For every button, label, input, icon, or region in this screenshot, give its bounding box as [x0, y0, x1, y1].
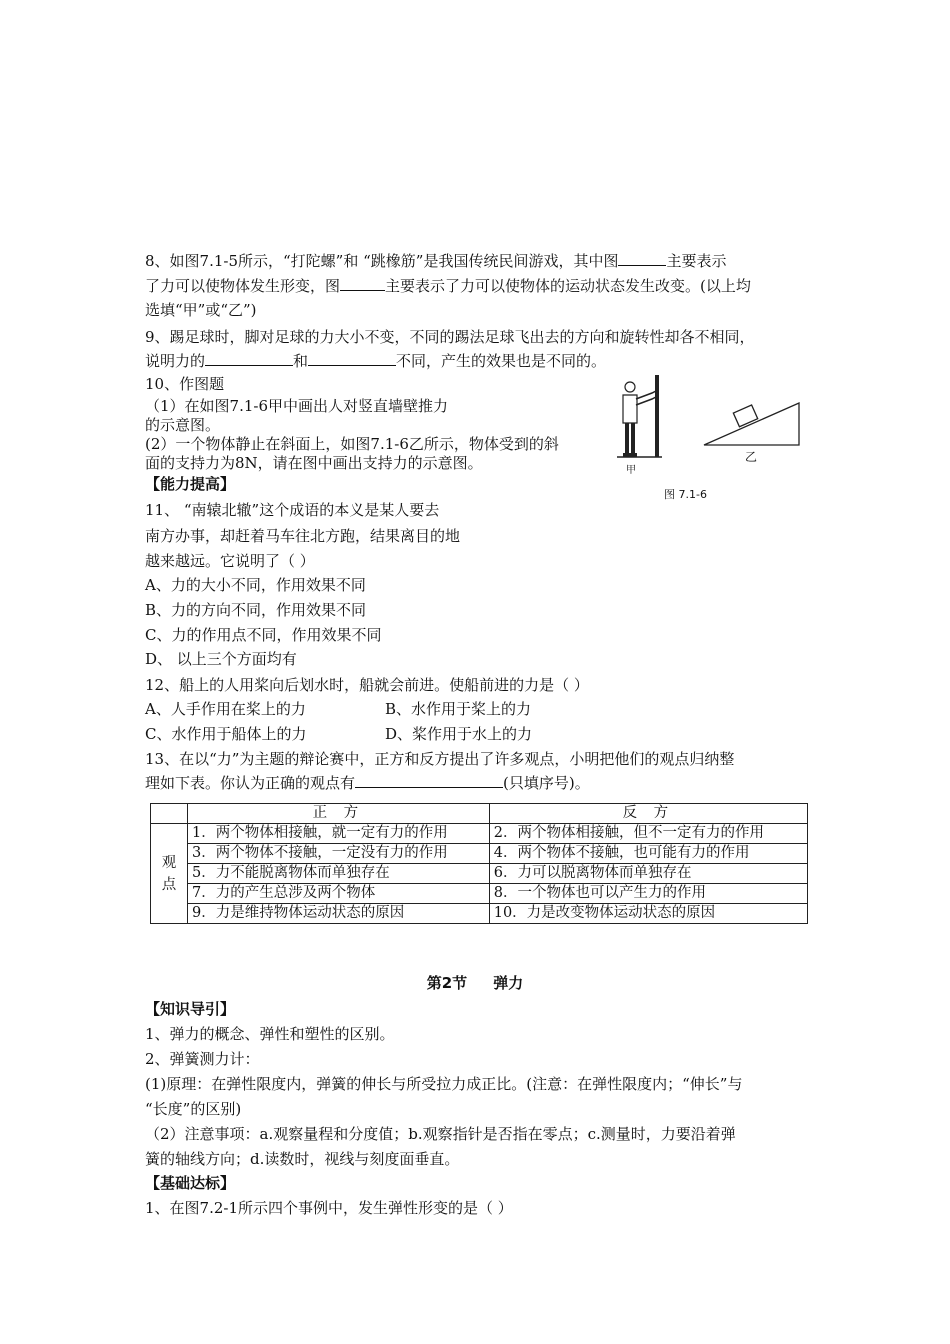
- table-header-pro: 正 方: [188, 804, 490, 824]
- q8-text-1b: 主要表示: [666, 252, 727, 270]
- section-title: 第2节 弹力: [426, 974, 524, 992]
- q12-option-b: B、水作用于桨上的力: [385, 700, 532, 718]
- table-row: [151, 844, 808, 864]
- q12-option-c: C、水作用于船体上的力: [145, 725, 307, 743]
- q12-stem: 12、船上的人用桨向后划水时，船就会前进。使船前进的力是（ ）: [145, 676, 589, 694]
- q8-text-2b: 主要表示了力可以使物体的运动状态发生改变。(以上均: [385, 277, 751, 295]
- q13-line1: 13、在以“力”为主题的辩论赛中，正方和反方提出了许多观点，小明把他们的观点归纳整: [145, 750, 735, 768]
- q9-line2: [145, 351, 606, 371]
- guide-item-3: (1)原理：在弹性限度内，弹簧的伸长与所受拉力成正比。(注意：在弹性限度内；“伸长”与: [145, 1075, 743, 1093]
- q8-line3: 选填“甲”或“乙”): [145, 301, 257, 319]
- table-row: [151, 884, 808, 904]
- figure-label-a: 甲: [626, 465, 636, 476]
- table-cell-pro: 9．力是维持物体运动状态的原因: [188, 904, 490, 924]
- q8-line2: [145, 276, 751, 296]
- table-side-label: [151, 824, 188, 924]
- q11-option-a: A、力的大小不同，作用效果不同: [145, 576, 366, 594]
- table-header-row: [151, 804, 808, 824]
- table-cell-con: 8．一个物体也可以产生力的作用: [489, 884, 807, 904]
- table-side-label-1: 观: [161, 854, 177, 871]
- q9-blank-1: [205, 351, 293, 366]
- table-side-label-2: 点: [161, 876, 177, 893]
- q9-line1: 9、踢足球时，脚对足球的力大小不变，不同的踢法足球飞出去的方向和旋转性却各不相同，: [145, 328, 755, 346]
- q13-text-b: (只填序号)。: [503, 774, 590, 792]
- ability-heading: 【能力提高】: [145, 475, 236, 493]
- q13-blank: [355, 773, 503, 788]
- basic-question-1: 1、在图7.2-1所示四个事例中，发生弹性形变的是（ ）: [145, 1199, 513, 1217]
- q10-p2a: (2）一个物体静止在斜面上，如图7.1-6乙所示，物体受到的斜: [145, 435, 559, 453]
- table-cell-con: 4．两个物体不接触，也可能有力的作用: [489, 844, 807, 864]
- q11-line1: 11、 “南辕北辙”这个成语的本义是某人要去: [145, 501, 440, 519]
- q11-line3: 越来越远。它说明了（ ）: [145, 552, 315, 570]
- q8-text-1: 8、如图7.1-5所示，“打陀螺”和 “跳橡筋”是我国传统民间游戏，其中图: [145, 252, 619, 270]
- q11-option-c: C、力的作用点不同，作用效果不同: [145, 626, 382, 644]
- q10-p2b: 面的支持力为8N，请在图中画出支持力的示意图。: [145, 454, 483, 472]
- table-header-con: 反 方: [489, 804, 807, 824]
- guide-item-6: 簧的轴线方向；d.读数时，视线与刻度面垂直。: [145, 1150, 460, 1168]
- q10-p1b: 的示意图。: [145, 416, 221, 434]
- guide-heading: 【知识导引】: [145, 1000, 236, 1018]
- q8-blank-1: [618, 251, 666, 266]
- table-cell-con: 6．力可以脱离物体而单独存在: [489, 864, 807, 884]
- table-row: [151, 864, 808, 884]
- q13-line2: [145, 773, 590, 793]
- figure-7-1-6: [612, 373, 812, 473]
- q9-text-a: 说明力的: [145, 352, 206, 370]
- table-cell-pro: 3．两个物体不接触，一定没有力的作用: [188, 844, 490, 864]
- q8-text-2a: 了力可以使物体发生形变，图: [145, 277, 341, 295]
- q11-option-b: B、力的方向不同，作用效果不同: [145, 601, 367, 619]
- viewpoints-table: [150, 803, 808, 924]
- figure-label-b: 乙: [745, 450, 758, 464]
- q13-text-a: 理如下表。你认为正确的观点有: [145, 774, 356, 792]
- guide-item-2: 2、弹簧测力计：: [145, 1050, 260, 1068]
- table-row: [151, 904, 808, 924]
- table-cell-pro: 5．力不能脱离物体而单独存在: [188, 864, 490, 884]
- table-row: [151, 824, 808, 844]
- figure-caption: 图 7.1-6: [664, 488, 707, 501]
- table-cell-pro: 7．力的产生总涉及两个物体: [188, 884, 490, 904]
- figure-b-incline: [704, 403, 799, 445]
- guide-item-1: 1、弹力的概念、弹性和塑性的区别。: [145, 1025, 395, 1043]
- basic-heading: 【基础达标】: [145, 1174, 236, 1192]
- q10-p1a: （1）在如图7.1-6甲中画出人对竖直墙壁推力: [145, 397, 449, 415]
- figure-a-person-wall: [617, 375, 662, 457]
- q8-line1: [145, 251, 726, 271]
- q12-option-a: A、人手作用在桨上的力: [145, 700, 306, 718]
- q9-text-c: 不同，产生的效果也是不同的。: [396, 352, 607, 370]
- q10-title: 10、作图题: [145, 375, 225, 393]
- table-corner-cell: [151, 804, 188, 824]
- q9-text-b: 和: [293, 352, 309, 370]
- q11-line2: 南方办事，却赶着马车往北方跑，结果离目的地: [145, 527, 461, 545]
- guide-item-5: （2）注意事项：a.观察量程和分度值；b.观察指针是否指在零点；c.测量时，力要沿着弹: [145, 1125, 736, 1143]
- q12-option-d: D、桨作用于水上的力: [385, 725, 533, 743]
- table-cell-con: 10．力是改变物体运动状态的原因: [489, 904, 807, 924]
- table-cell-pro: 1．两个物体相接触，就一定有力的作用: [188, 824, 490, 844]
- q8-blank-2: [340, 276, 385, 291]
- table-cell-con: 2．两个物体相接触，但不一定有力的作用: [489, 824, 807, 844]
- q11-option-d: D、 以上三个方面均有: [145, 650, 297, 668]
- guide-item-4: “长度”的区别): [145, 1100, 242, 1118]
- q9-blank-2: [308, 351, 396, 366]
